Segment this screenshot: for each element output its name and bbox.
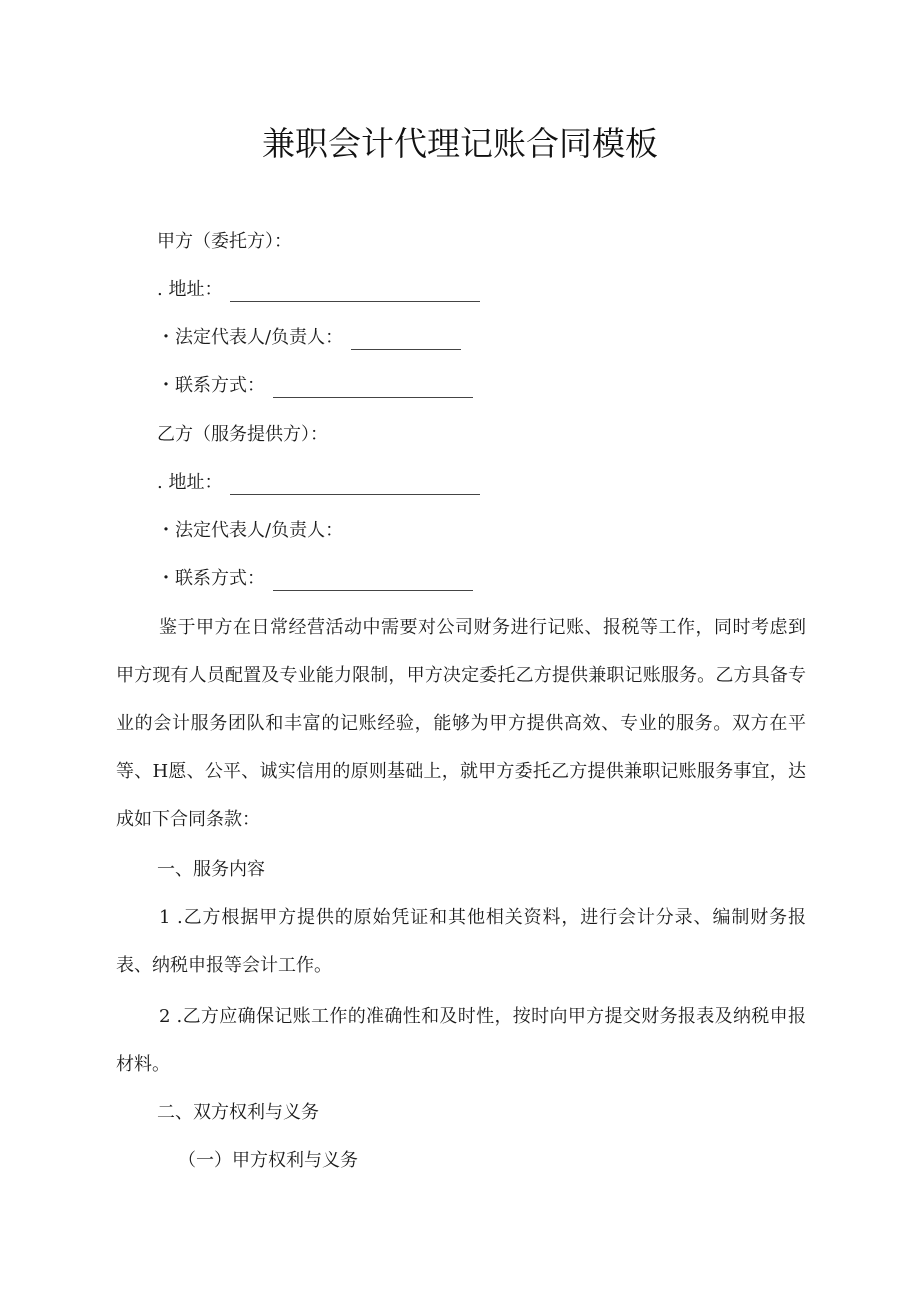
party-a-contact-blank[interactable] xyxy=(273,379,473,398)
party-b-contact-blank[interactable] xyxy=(273,572,473,591)
party-a-rep-field xyxy=(157,326,461,350)
section-2-heading: 二、双方权利与义务 xyxy=(157,1102,319,1123)
party-b-address-field xyxy=(157,471,480,495)
section-1-heading: 一、服务内容 xyxy=(157,859,265,880)
party-b-contact-field xyxy=(157,567,473,591)
party-b-rep-label: ・法定代表人/负责人： xyxy=(157,520,344,541)
party-a-contact-label: ・联系方式： xyxy=(157,375,265,396)
party-b-address-blank[interactable] xyxy=(230,476,480,495)
party-b-rep-field xyxy=(157,519,343,543)
document-title: 兼职会计代理记账合同模板 xyxy=(262,124,658,163)
party-a-contact-field xyxy=(157,374,473,398)
preamble-paragraph: 鉴于甲方在日常经营活动中需要对公司财务进行记账、报税等工作，同时考虑到甲方现有人员配置及专业能力限制，甲方决定委托乙方提供兼职记账服务。乙方具备专业的会计服务团队和丰富的记账经验，能够为甲方提供高效、专业的服务。双方在平等、H愿、公平、诚实信用的原则基础上，就甲方委托乙方提供兼职记账服务事宜，达成如下合同条款： xyxy=(116,617,806,830)
party-b-contact-label: ・联系方式： xyxy=(157,568,265,589)
party-a-address-label: . 地址： xyxy=(157,279,223,300)
party-a-heading: 甲方（委托方）： xyxy=(157,231,292,252)
party-a-rep-blank[interactable] xyxy=(351,331,461,350)
section-2-sub-1-heading: （一）甲方权利与义务 xyxy=(178,1150,358,1171)
party-b-address-label: . 地址： xyxy=(157,472,223,493)
section-1-item-1: 1 .乙方根据甲方提供的原始凭证和其他相关资料，进行会计分录、编制财务报表、纳税申报等会计工作。 xyxy=(116,907,806,976)
party-a-rep-label: ・法定代表人/负责人： xyxy=(157,327,344,348)
party-b-heading: 乙方（服务提供方）： xyxy=(157,424,328,445)
party-a-address-field xyxy=(157,278,480,302)
section-1-item-2: 2 .乙方应确保记账工作的准确性和及时性，按时向甲方提交财务报表及纳税申报材料。 xyxy=(116,1006,806,1075)
party-a-address-blank[interactable] xyxy=(230,283,480,302)
